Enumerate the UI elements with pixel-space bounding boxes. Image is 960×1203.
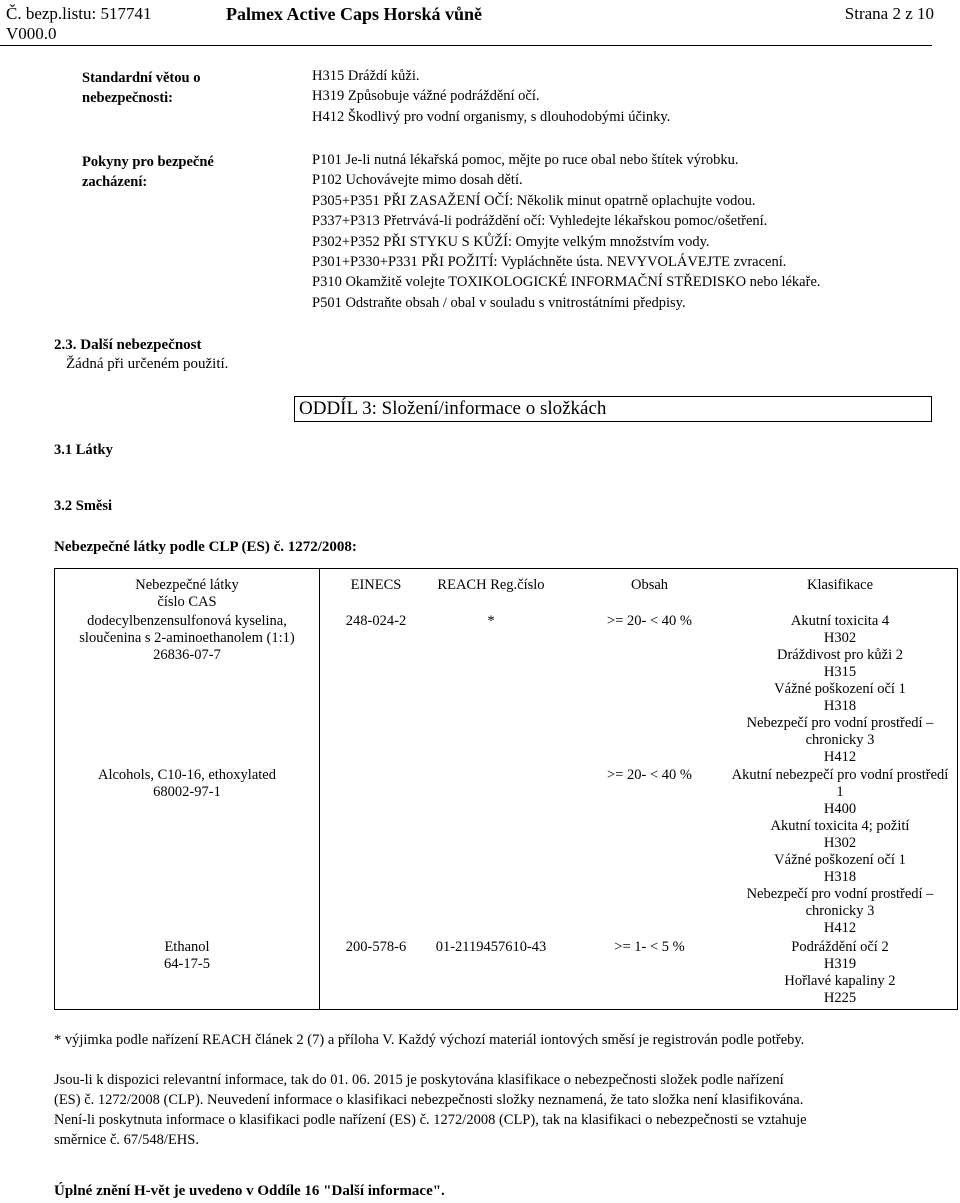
cell-line: Hořlavé kapaliny 2: [784, 973, 896, 989]
hazard-statements-label: [82, 68, 200, 108]
cell-line: Alcohols, C10-16, ethoxylated: [97, 767, 276, 783]
clp-heading: Nebezpečné látky podle CLP (ES) č. 1272/2008:: [54, 539, 357, 555]
note-line: Jsou-li k dispozici relevantní informace, tak do 01. 06. 2015 je poskytována klasifikace o nebezpečnosti složek podle nařízení: [54, 1072, 784, 1088]
cell-line: Akutní toxicita 4: [790, 613, 890, 629]
section3-title-box: [294, 396, 932, 422]
precautionary-statement: P305+P351 PŘI ZASAŽENÍ OČÍ: Několik minut opatrně oplachujte vodou.: [312, 192, 756, 209]
precautionary-statement: P102 Uchovávejte mimo dosah dětí.: [312, 172, 523, 189]
precautionary-statement: P310 Okamžitě volejte TOXIKOLOGICKÉ INFORMAČNÍ STŘEDISKO nebo lékaře.: [312, 274, 821, 291]
cell-line: H412: [823, 749, 857, 765]
full-text-note: Úplné znění H-vět je uvedeno v Oddíle 16 "Další informace".: [54, 1183, 445, 1199]
table-cell-content: >= 20- < 40 %: [607, 613, 692, 629]
table-cell-reach: 01-2119457610-43: [435, 939, 547, 955]
substances-heading: 3.1 Látky: [54, 442, 113, 458]
doc-number: Č. bezp.listu: 517741: [6, 4, 152, 23]
hazard-statement: H412 Škodlivý pro vodní organismy, s dlouhodobými účinky.: [312, 108, 671, 125]
precautionary-label: [82, 152, 214, 192]
cell-line: H400: [823, 801, 857, 817]
note-line: směrnice č. 67/548/EHS.: [54, 1132, 199, 1148]
page-number: Strana 2 z 10: [844, 4, 934, 23]
table-header-content: Obsah: [630, 577, 669, 593]
hazard-statements-list: [312, 66, 670, 127]
table-cell-einecs: 248-024-2: [345, 613, 407, 629]
cell-line: 64-17-5: [164, 956, 210, 972]
precautionary-statement: P301+P330+P331 PŘI POŽITÍ: Vypláchněte ústa. NEVYVOLÁVEJTE zvracení.: [312, 254, 787, 271]
classification-note: [54, 1070, 807, 1150]
table-header-substance: [55, 577, 319, 611]
table-header-einecs: EINECS: [350, 577, 402, 593]
table-header-classification: Klasifikace: [806, 577, 874, 593]
precautionary-statement: P501 Odstraňte obsah / obal v souladu s vnitrostátními předpisy.: [312, 294, 686, 311]
table-cell-einecs: 200-578-6: [345, 939, 407, 955]
cell-line: Vážné poškození očí 1: [774, 852, 906, 868]
precautionary-list: [312, 150, 821, 313]
product-title: Palmex Active Caps Horská vůně: [226, 4, 482, 24]
table-header-reach: REACH Reg.číslo: [437, 577, 545, 593]
note-line: (ES) č. 1272/2008 (CLP). Neuvedení informace o klasifikaci nebezpečnosti složky neznamená, že tato složka není klasifikována.: [54, 1092, 804, 1108]
table-row-substance: [55, 767, 319, 801]
cell-line: 68002-97-1: [153, 784, 221, 800]
table-row-substance: [55, 939, 319, 973]
precautionary-statement: P337+P313 Přetrvává-li podráždění očí: Vyhledejte lékařskou pomoc/ošetření.: [312, 213, 768, 230]
cell-line: sloučenina s 2-aminoethanolem (1:1): [79, 630, 295, 646]
table-cell-classification: [727, 613, 953, 766]
table-cell-classification: [727, 767, 953, 937]
reach-footnote: [54, 1030, 804, 1050]
cell-line: Podráždění očí 2: [791, 939, 889, 955]
table-cell-content: >= 20- < 40 %: [607, 767, 692, 783]
cell-line: 1: [836, 784, 844, 800]
cell-line: Vážné poškození očí 1: [774, 681, 906, 697]
doc-version: V000.0: [6, 24, 57, 43]
cell-line: H412: [823, 920, 857, 936]
cell-line: H302: [823, 835, 857, 851]
cell-line: H315: [823, 664, 857, 680]
cell-line: Dráždivost pro kůži 2: [776, 647, 904, 663]
composition-table: [54, 568, 958, 1010]
cell-line: H302: [823, 630, 857, 646]
cell-line: H318: [823, 869, 857, 885]
label-line: zacházení:: [82, 174, 148, 190]
table-cell-classification: [727, 939, 953, 1007]
cell-line: Nebezpečí pro vodní prostředí –: [746, 715, 934, 731]
other-hazards-heading: 2.3. Další nebezpečnost: [54, 337, 202, 353]
precautionary-statement: P302+P352 PŘI STYKU S KŮŽÍ: Omyjte velkým množstvím vody.: [312, 233, 710, 250]
header-line: Nebezpečné látky: [135, 577, 239, 593]
cell-line: H319: [823, 956, 857, 972]
cell-line: H225: [823, 990, 857, 1006]
table-cell-reach: *: [487, 613, 495, 629]
cell-line: chronicky 3: [805, 732, 875, 748]
header-line: číslo CAS: [157, 594, 217, 610]
label-line: nebezpečnosti:: [82, 90, 174, 106]
note-line: Není-li poskytnuta informace o klasifikaci podle nařízení (ES) č. 1272/2008 (CLP), tak na klasifikaci o nebezpečnosti se vztahuje: [54, 1112, 807, 1128]
table-cell-content: >= 1- < 5 %: [614, 939, 685, 955]
cell-line: 26836-07-7: [153, 647, 221, 663]
label-line: Pokyny pro bezpečné: [82, 154, 214, 170]
hazard-statement: H319 Způsobuje vážné podráždění očí.: [312, 88, 540, 105]
mixtures-heading: 3.2 Směsi: [54, 498, 112, 514]
table-divider: [319, 569, 320, 1009]
cell-line: Ethanol: [164, 939, 210, 955]
cell-line: Akutní toxicita 4; požití: [770, 818, 910, 834]
table-row-substance: [55, 613, 319, 664]
precautionary-statement: P101 Je-li nutná lékařská pomoc, mějte po ruce obal nebo štítek výrobku.: [312, 152, 739, 168]
footnote-line: * výjimka podle nařízení REACH článek 2 (7) a příloha V. Každý výchozí materiál iontových směsí je registrován podle potřeby.: [54, 1032, 805, 1048]
hazard-statement: H315 Dráždí kůži.: [312, 68, 420, 84]
header-rule: [0, 45, 932, 46]
cell-line: Akutní nebezpečí pro vodní prostředí: [731, 767, 949, 783]
other-hazards-text: Žádná při určeném použití.: [66, 356, 229, 372]
cell-line: chronicky 3: [805, 903, 875, 919]
section3-title: ODDÍL 3: Složení/informace o složkách: [299, 398, 607, 419]
cell-line: dodecylbenzensulfonová kyselina,: [87, 613, 287, 629]
label-line: Standardní větou o: [82, 70, 201, 86]
cell-line: H318: [823, 698, 857, 714]
cell-line: Nebezpečí pro vodní prostředí –: [746, 886, 934, 902]
